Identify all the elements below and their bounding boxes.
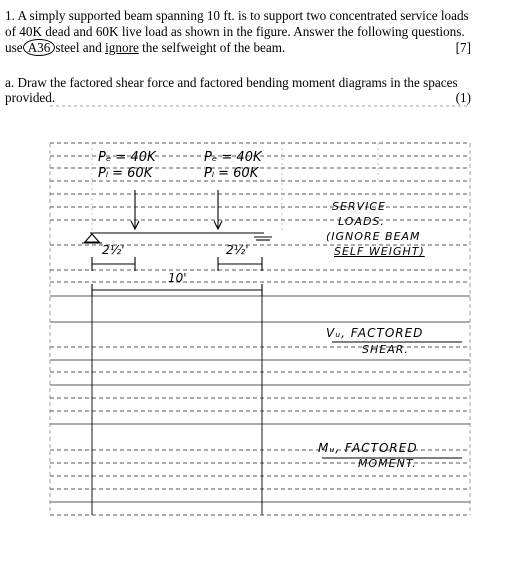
part-a-text-2: provided. <box>5 90 56 105</box>
load2-dead: Pₑ = 40K <box>204 150 262 165</box>
part-a-points: (1) <box>455 90 471 105</box>
underlined-ignore: ignore <box>105 40 139 55</box>
question-text-1: A simply supported beam spanning 10 ft. is to support two concentrated service loads <box>17 8 469 23</box>
question-text-3a: use <box>5 40 23 55</box>
shear-label-1: Vᵤ, FACTORED <box>326 326 424 340</box>
shear-label-2: SHEAR. <box>362 343 409 356</box>
load2-live: Pₗ = 60K <box>204 166 259 181</box>
dim-span-label: 10' <box>168 271 187 285</box>
dim-left-label: 2½' <box>102 243 125 257</box>
service-line-1: SERVICE <box>332 200 386 213</box>
question-text-3c: the selfweight of the beam. <box>138 40 286 55</box>
moment-label-2: MOMENT. <box>358 457 417 470</box>
moment-label-1: Mᵤ, FACTORED <box>318 441 418 455</box>
question-text-3b: steel and <box>55 40 106 55</box>
load1-live: Pₗ = 60K <box>98 166 153 181</box>
question-number: 1. <box>5 8 15 23</box>
service-line-3: (IGNORE BEAM <box>326 230 421 243</box>
service-line-2: LOADS. <box>338 215 385 228</box>
service-line-4: SELF WEIGHT) <box>334 245 425 258</box>
question-line-2: of 40K dead and 60K live load as shown in the figure. Answer the following questions. <box>5 24 465 39</box>
load1-dead: Pₑ = 40K <box>98 150 156 165</box>
dim-right-label: 2½' <box>226 243 249 257</box>
question-points: [7] <box>455 40 471 55</box>
circled-steel-grade: A36 <box>23 39 56 56</box>
pin-support <box>85 234 99 242</box>
part-a-line-1: a. Draw the factored shear force and factored bending moment diagrams in the spaces <box>5 75 458 90</box>
